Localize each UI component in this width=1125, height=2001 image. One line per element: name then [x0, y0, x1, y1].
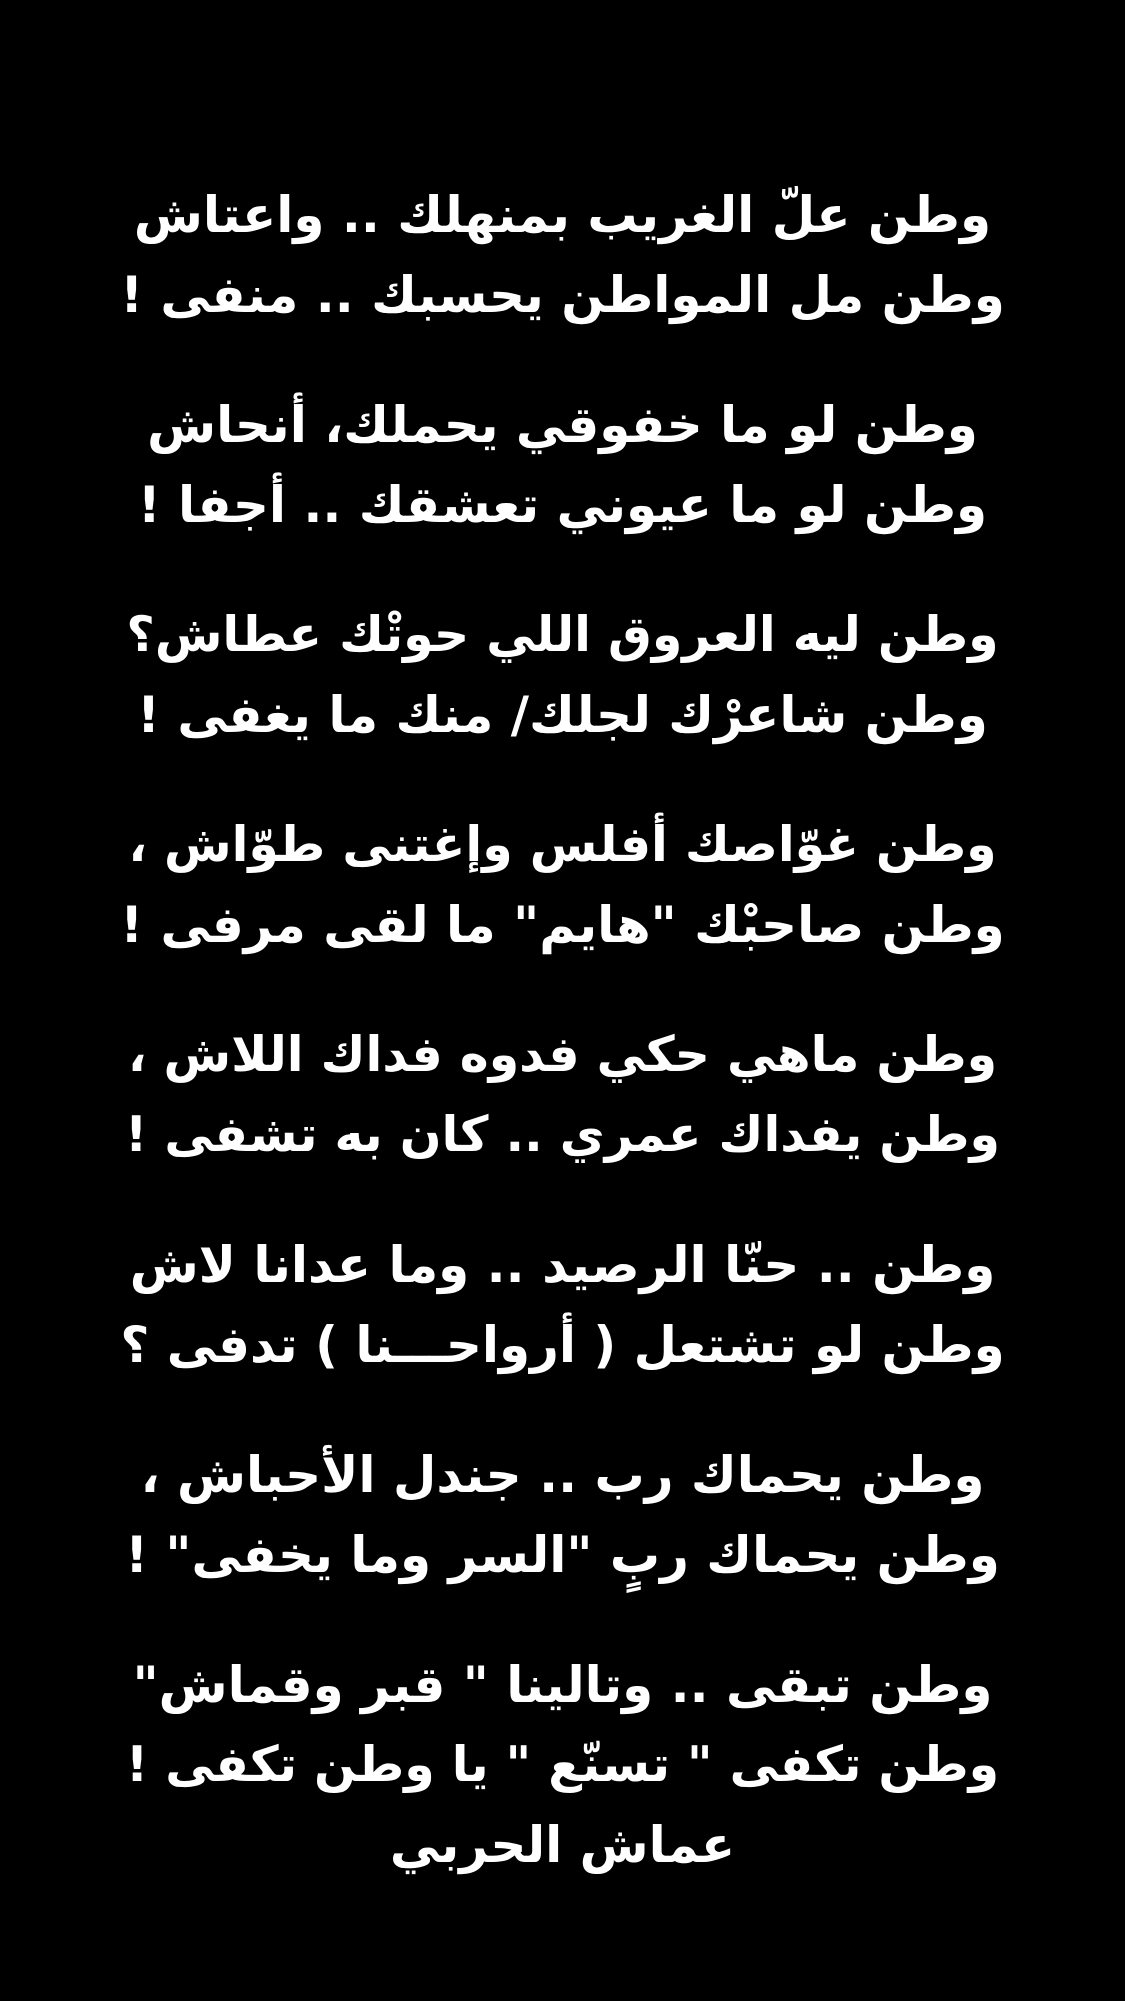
poet-signature: عماش الحربي: [389, 1816, 736, 1874]
poem-line: وطن يحماك ربٍ "السر وما يخفى" !: [125, 1526, 1000, 1584]
poem-line: وطن مل المواطن يحسبك .. منفى !: [120, 266, 1005, 324]
poem-line: وطن ماهي حكي فدوه فداك اللاش ،: [127, 1026, 998, 1083]
stanza-5: [120, 1015, 1005, 1175]
stanza-2: [120, 385, 1005, 545]
poem-line: وطن لو ما خفوقي يحملك، أنحاش: [147, 396, 978, 454]
poem-line: وطن يحماك رب .. جندل الأحباش ،: [140, 1446, 985, 1504]
poem-line: وطن تكفى " تسنّع " يا وطن تكفى !: [125, 1736, 1000, 1793]
poem-line: وطن .. حنّا الرصيد .. وما عدانا لاش: [129, 1236, 996, 1294]
stanza-8: [120, 1645, 1005, 1805]
poem-line: وطن لو ما عيوني تعشقك .. أجفا !: [137, 476, 988, 534]
poem-line: وطن يفداك عمري .. كان به تشفى !: [124, 1106, 1000, 1163]
stanza-1: [120, 175, 1005, 335]
poem-line: وطن شاعرْك لجلك/ منك ما يغفى !: [137, 686, 988, 744]
poem-line: وطن ليه العروق اللي حوتْك عطاش؟: [126, 606, 999, 663]
poem-line: وطن علّ الغريب بمنهلك .. واعتاش: [133, 186, 992, 244]
poem-line: وطن صاحبْك "هايم" ما لقى مرفى !: [120, 896, 1005, 954]
poem-line: وطن تبقى .. وتالينا " قبر وقماش": [132, 1656, 993, 1714]
poem-line: وطن غوّاصك أفلس وإغتنى طوّاش ،: [128, 816, 997, 873]
poem: [120, 175, 1005, 1885]
stanza-3: [120, 595, 1005, 755]
poem-line: وطن لو تشتعل ( أرواحـــنا ) تدفى ؟: [120, 1316, 1005, 1374]
stanza-7: [120, 1435, 1005, 1595]
stanza-6: [120, 1225, 1005, 1385]
stanza-4: [120, 805, 1005, 965]
